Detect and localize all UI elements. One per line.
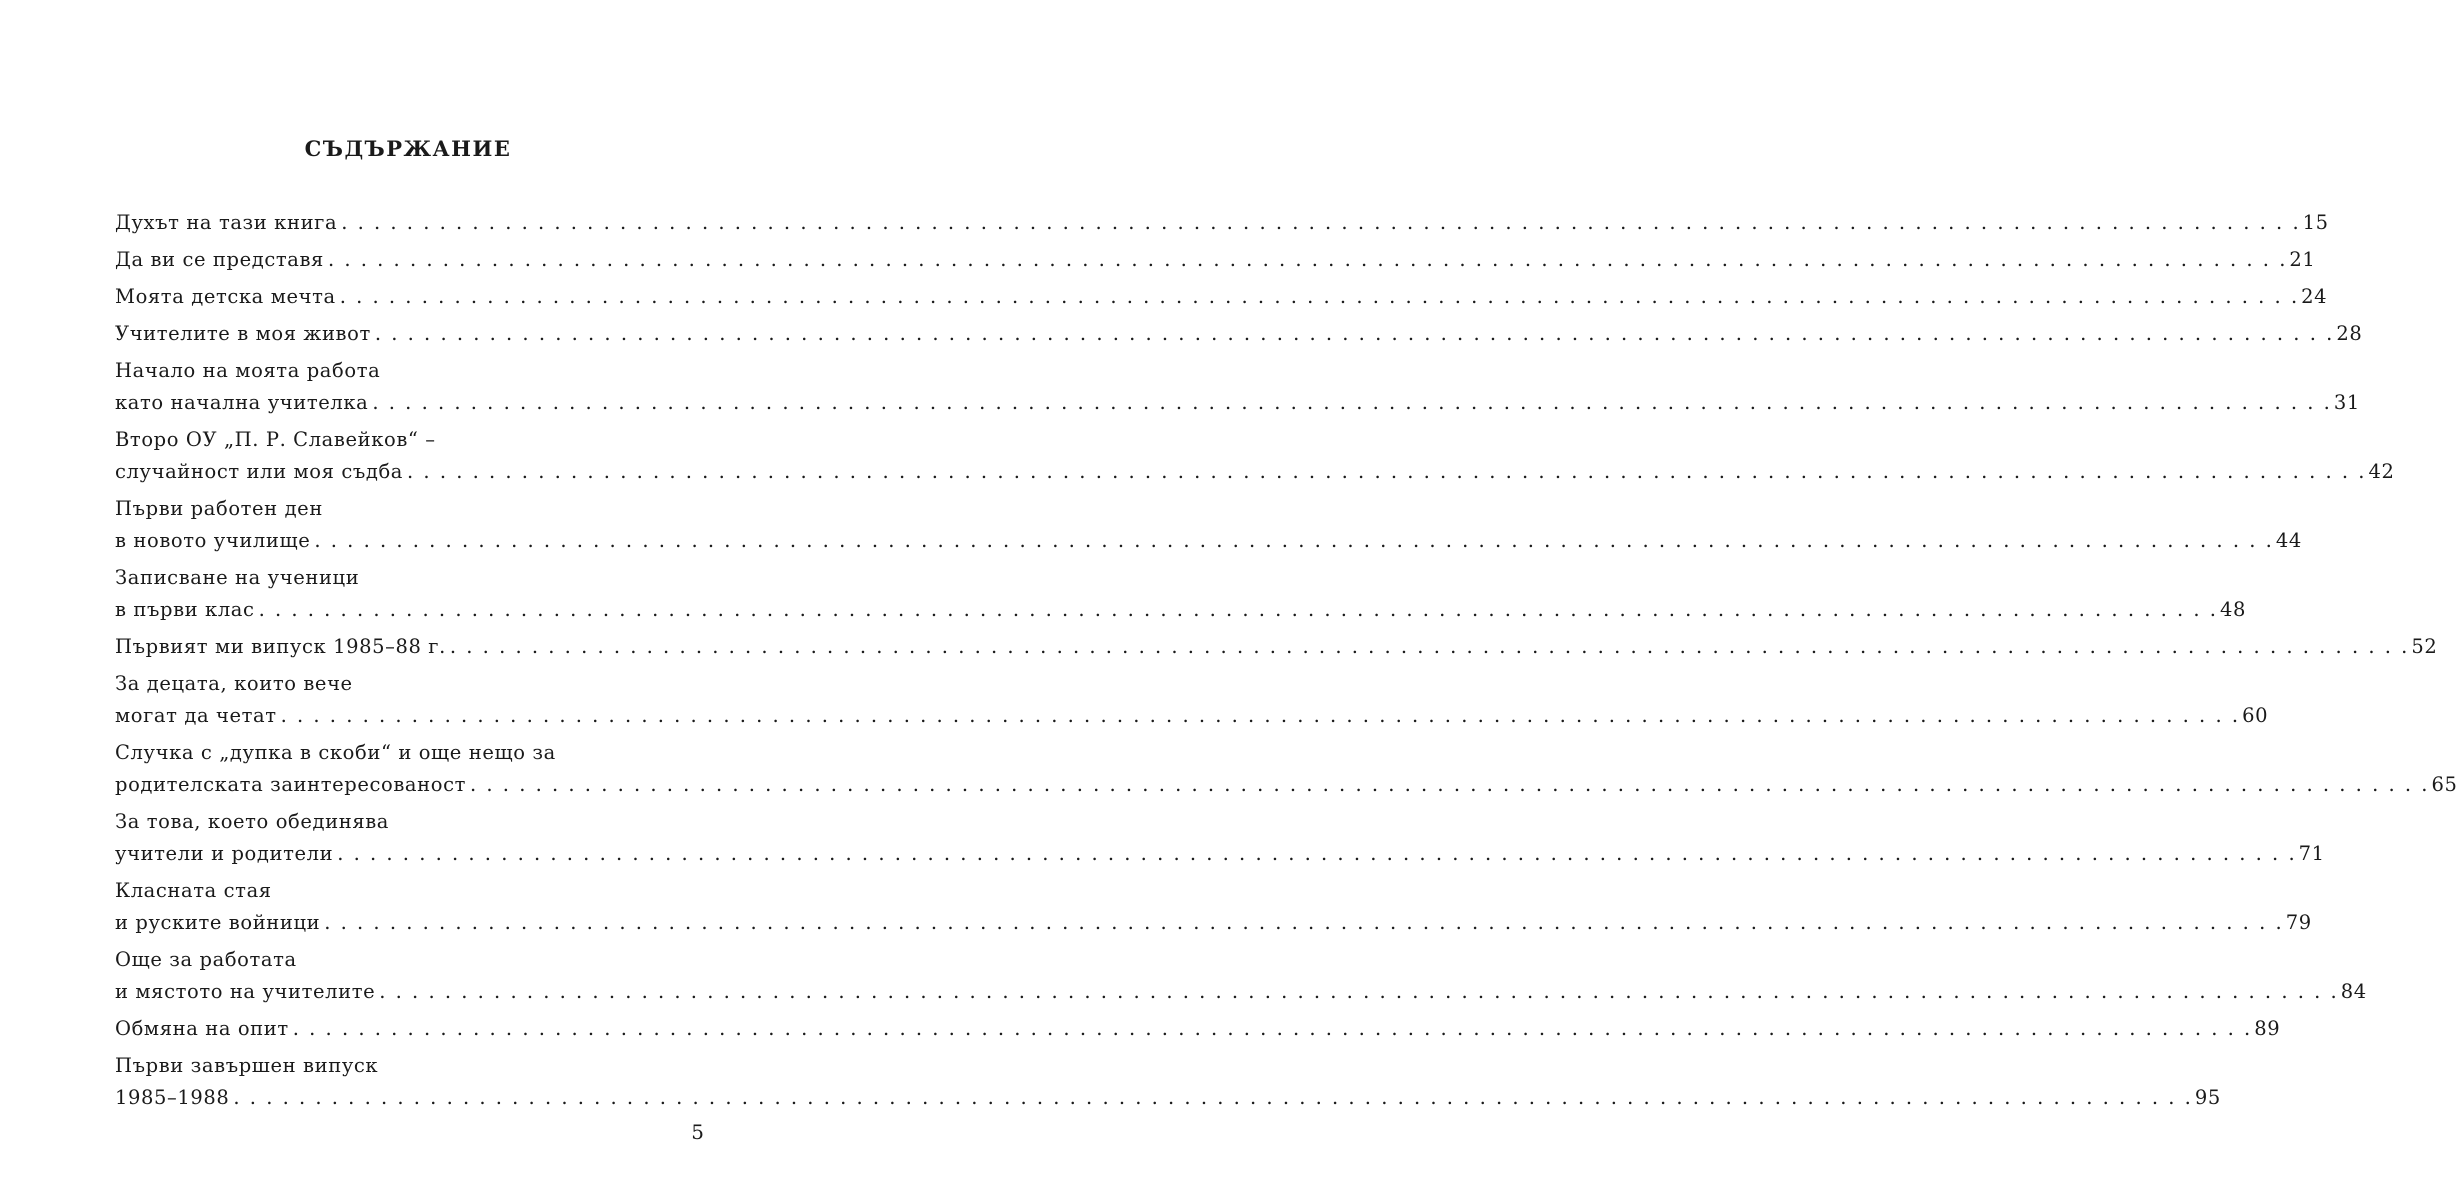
- toc-entry-row: [115, 700, 2269, 732]
- toc-entry-title-line: в първи клас: [115, 598, 255, 621]
- dot-leader: . . . . . . . . . . . . . . . . . . . . . . . . . . . . . . . . . . . . . . . . . . . . . . . . . . . . . . . . . . . . . . . . . . . . . . . . . . . . . . . . . . . . . . . . . . . . . . . . . . . . . . . . . . . . . . . . . . . . . . . .: [379, 980, 2339, 1003]
- toc-entry-title-line: учители и родители: [115, 842, 334, 865]
- toc-entry-title-line: Класната стая: [115, 879, 272, 902]
- toc-entry: [115, 944, 2367, 1008]
- toc-entry-title-line: Първият ми випуск 1985–88 г.: [115, 635, 446, 658]
- page-number: 5: [691, 1120, 704, 1144]
- toc-entry: [115, 355, 2360, 419]
- toc-page-number: 71: [2298, 842, 2325, 865]
- toc-entry-title-line: Моята детска мечта: [115, 285, 336, 308]
- toc-page-number: 79: [2285, 911, 2312, 934]
- dot-leader: . . . . . . . . . . . . . . . . . . . . . . . . . . . . . . . . . . . . . . . . . . . . . . . . . . . . . . . . . . . . . . . . . . . . . . . . . . . . . . . . . . . . . . . . . . . . . . . . . . . . . . . . . . . . . . . . . . . . . . . .: [372, 391, 2332, 414]
- toc-page-number: 84: [2340, 980, 2367, 1003]
- toc-entry-row: [115, 207, 2329, 239]
- toc-entry: [115, 1050, 2221, 1114]
- toc-page-number: 21: [2289, 248, 2316, 271]
- dot-leader: . . . . . . . . . . . . . . . . . . . . . . . . . . . . . . . . . . . . . . . . . . . . . . . . . . . . . . . . . . . . . . . . . . . . . . . . . . . . . . . . . . . . . . . . . . . . . . . . . . . . . . . . . . . . . . . . . . . . . . . .: [339, 285, 2300, 308]
- toc-page-number: 42: [2368, 460, 2395, 483]
- toc-entry-title-line: могат да четат: [115, 704, 277, 727]
- toc-entry-title-line: в новото училище: [115, 529, 311, 552]
- toc-entry: [115, 493, 2302, 557]
- toc-entry-title-line: Второ ОУ „П. Р. Славейков“ –: [115, 428, 436, 451]
- dot-leader: . . . . . . . . . . . . . . . . . . . . . . . . . . . . . . . . . . . . . . . . . . . . . . . . . . . . . . . . . . . . . . . . . . . . . . . . . . . . . . . . . . . . . . . . . . . . . . . . . . . . . . . . . . . . . . . . . . . . . . . .: [280, 704, 2241, 727]
- toc-entry-row: [115, 456, 2395, 488]
- toc-entry-row: [115, 1013, 2281, 1045]
- toc-page-number: 60: [2242, 704, 2269, 727]
- toc-entry-row: [115, 244, 2316, 276]
- toc-entry-row: [115, 594, 2247, 626]
- toc-page-number: 28: [2336, 322, 2363, 345]
- toc-page-number: 89: [2254, 1017, 2281, 1040]
- toc-entry: [115, 875, 2312, 939]
- toc-entry-row: [115, 769, 2457, 801]
- toc-entry-row: [115, 281, 2328, 313]
- toc-entry-title-line: Учителите в моя живот: [115, 322, 371, 345]
- toc-entry-title-line: Да ви се представя: [115, 248, 324, 271]
- toc-entry-row: [115, 976, 2367, 1008]
- dot-leader: . . . . . . . . . . . . . . . . . . . . . . . . . . . . . . . . . . . . . . . . . . . . . . . . . . . . . . . . . . . . . . . . . . . . . . . . . . . . . . . . . . . . . . . . . . . . . . . . . . . . . . . . . . . . . . . . . . . . . . . .: [374, 322, 2335, 345]
- toc-entry-row: [115, 1082, 2221, 1114]
- toc-entry-row: [115, 907, 2312, 939]
- toc-page-number: 44: [2275, 529, 2302, 552]
- toc-entry-title-line: 1985–1988: [115, 1086, 230, 1109]
- toc-entry-title-line: Първи работен ден: [115, 497, 323, 520]
- toc-page-number: 48: [2220, 598, 2247, 621]
- toc-entry: [115, 424, 2395, 488]
- dot-leader: . . . . . . . . . . . . . . . . . . . . . . . . . . . . . . . . . . . . . . . . . . . . . . . . . . . . . . . . . . . . . . . . . . . . . . . . . . . . . . . . . . . . . . . . . . . . . . . . . . . . . . . . . . . . . . . . . . . . . . . .: [470, 773, 2430, 796]
- toc-entry: [115, 806, 2325, 870]
- toc-entry-title-line: Духът на тази книга: [115, 211, 338, 234]
- toc-entry-title-line: и руските войници: [115, 911, 321, 934]
- dot-leader: . . . . . . . . . . . . . . . . . . . . . . . . . . . . . . . . . . . . . . . . . . . . . . . . . . . . . . . . . . . . . . . . . . . . . . . . . . . . . . . . . . . . . . . . . . . . . . . . . . . . . . . . . . . . . . . . . . . . . . . .: [327, 248, 2288, 271]
- dot-leader: . . . . . . . . . . . . . . . . . . . . . . . . . . . . . . . . . . . . . . . . . . . . . . . . . . . . . . . . . . . . . . . . . . . . . . . . . . . . . . . . . . . . . . . . . . . . . . . . . . . . . . . . . . . . . . . . . . . . . . . .: [407, 460, 2367, 483]
- toc-entry-row: [115, 631, 2438, 663]
- toc-entry-title-line: Случка с „дупка в скоби“ и още нещо за: [115, 741, 556, 764]
- toc-entry-title-line: Начало на моята работа: [115, 359, 381, 382]
- dot-leader: . . . . . . . . . . . . . . . . . . . . . . . . . . . . . . . . . . . . . . . . . . . . . . . . . . . . . . . . . . . . . . . . . . . . . . . . . . . . . . . . . . . . . . . . . . . . . . . . . . . . . . . . . . . . . . . . . . . . . . . .: [324, 911, 2284, 934]
- toc-page-number: 15: [2302, 211, 2329, 234]
- toc-page-number: 24: [2301, 285, 2328, 308]
- toc-entry-row: [115, 387, 2360, 419]
- dot-leader: . . . . . . . . . . . . . . . . . . . . . . . . . . . . . . . . . . . . . . . . . . . . . . . . . . . . . . . . . . . . . . . . . . . . . . . . . . . . . . . . . . . . . . . . . . . . . . . . . . . . . . . . . . . . . . . . . . . . . . . .: [258, 598, 2219, 621]
- toc-entry-title-line: като начална учителка: [115, 391, 369, 414]
- dot-leader: . . . . . . . . . . . . . . . . . . . . . . . . . . . . . . . . . . . . . . . . . . . . . . . . . . . . . . . . . . . . . . . . . . . . . . . . . . . . . . . . . . . . . . . . . . . . . . . . . . . . . . . . . . . . . . . . . . . . . . . .: [314, 529, 2274, 552]
- toc-entry-title-line: За децата, които вече: [115, 672, 353, 695]
- toc-entry-row: [115, 318, 2363, 350]
- toc-entry: [115, 668, 2269, 732]
- table-of-contents: [115, 207, 2457, 1119]
- toc-entry-title-line: и мястото на учителите: [115, 980, 376, 1003]
- dot-leader: . . . . . . . . . . . . . . . . . . . . . . . . . . . . . . . . . . . . . . . . . . . . . . . . . . . . . . . . . . . . . . . . . . . . . . . . . . . . . . . . . . . . . . . . . . . . . . . . . . . . . . . . . . . . . . . . . . . . . . . .: [292, 1017, 2253, 1040]
- toc-entry: [115, 207, 2329, 239]
- toc-entry-title-line: За това, което обединява: [115, 810, 390, 833]
- toc-entry-title-line: Първи завършен випуск: [115, 1054, 379, 1077]
- dot-leader: . . . . . . . . . . . . . . . . . . . . . . . . . . . . . . . . . . . . . . . . . . . . . . . . . . . . . . . . . . . . . . . . . . . . . . . . . . . . . . . . . . . . . . . . . . . . . . . . . . . . . . . . . . . . . . . . . . . . . . . .: [233, 1086, 2193, 1109]
- toc-entry-row: [115, 525, 2302, 557]
- toc-entry-title-line: Записване на ученици: [115, 566, 360, 589]
- dot-leader: . . . . . . . . . . . . . . . . . . . . . . . . . . . . . . . . . . . . . . . . . . . . . . . . . . . . . . . . . . . . . . . . . . . . . . . . . . . . . . . . . . . . . . . . . . . . . . . . . . . . . . . . . . . . . . . . . . . . . . . .: [449, 635, 2410, 658]
- toc-page-number: 31: [2333, 391, 2360, 414]
- toc-entry-title-line: Още за работата: [115, 948, 297, 971]
- toc-entry-title-line: родителската заинтересованост: [115, 773, 467, 796]
- dot-leader: . . . . . . . . . . . . . . . . . . . . . . . . . . . . . . . . . . . . . . . . . . . . . . . . . . . . . . . . . . . . . . . . . . . . . . . . . . . . . . . . . . . . . . . . . . . . . . . . . . . . . . . . . . . . . . . . . . . . . . . .: [341, 211, 2301, 234]
- toc-entry: [115, 318, 2363, 350]
- toc-entry: [115, 281, 2328, 313]
- toc-entry: [115, 737, 2457, 801]
- toc-entry-row: [115, 838, 2325, 870]
- toc-entry: [115, 1013, 2281, 1045]
- toc-entry: [115, 562, 2247, 626]
- toc-entry-title-line: случайност или моя съдба: [115, 460, 404, 483]
- toc-page-number: 95: [2194, 1086, 2221, 1109]
- toc-page-number: 52: [2411, 635, 2438, 658]
- toc-entry: [115, 631, 2438, 663]
- toc-page-number: 65: [2431, 773, 2457, 796]
- toc-entry-title-line: Обмяна на опит: [115, 1017, 289, 1040]
- page-title: СЪДЪРЖАНИЕ: [304, 136, 512, 161]
- dot-leader: . . . . . . . . . . . . . . . . . . . . . . . . . . . . . . . . . . . . . . . . . . . . . . . . . . . . . . . . . . . . . . . . . . . . . . . . . . . . . . . . . . . . . . . . . . . . . . . . . . . . . . . . . . . . . . . . . . . . . . . .: [337, 842, 2297, 865]
- toc-entry: [115, 244, 2316, 276]
